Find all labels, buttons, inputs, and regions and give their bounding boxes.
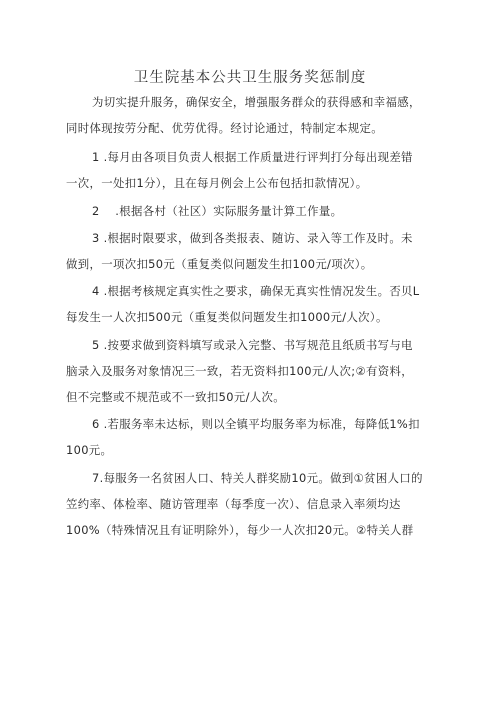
paragraph-line: 每发生一人次扣500元（重复类似问题发生扣1000元/人次）。 <box>66 310 388 324</box>
paragraph-line: 5 .按要求做到资料填写或录入完整、书写规范且纸质书写与电 <box>92 338 413 352</box>
paragraph-line: 100%（特殊情况且有证明除外），每少一人次扣20元。②特关人群 <box>66 523 414 537</box>
paragraph-line: 3 .根据时限要求，做到各类报表、随访、录入等工作及时。未 <box>92 231 413 245</box>
paragraph-line: 为切实提升服务，确保安全，增强服务群众的获得感和幸福感， <box>92 95 421 109</box>
paragraph-line: 脑录入及服务对象情况三一致，若无资料扣100元/人次;②有资料， <box>66 364 413 378</box>
paragraph-line: 1 .每月由各项目负责人根据工作质量进行评判打分每出现差错 <box>92 150 413 164</box>
paragraph-line: 4 .根据考核规定真实性之要求，确保无真实性情况发生。否贝L <box>92 284 420 298</box>
paragraph-line: 一次，一处扣1分），且在每月例会上公布包括扣款情况）。 <box>66 176 368 190</box>
document-title: 卫生院基本公共卫生服务奖惩制度 <box>133 70 367 86</box>
paragraph-line: 笠约率、体检率、随访管理率（每季度一次）、信息录入率须均达 <box>66 497 401 511</box>
paragraph-line: 7.每服务一名贫困人口、特关人群奖励10元。做到①贫困人口的 <box>92 471 423 485</box>
paragraph-line: 2 .根据各村（社区）实际服务量计算工作量。 <box>92 204 343 218</box>
paragraph-line: 6 .若服务率未达标，则以全镇平均服务率为标准，每降低1%扣 <box>92 417 420 431</box>
paragraph-line: 但不完整或不规范或不一致扣50元/人次。 <box>66 390 285 404</box>
paragraph-line: 100元。 <box>66 443 113 457</box>
paragraph-line: 做到，一项次扣50元（重复类似问题发生扣100元/项次）。 <box>66 257 373 271</box>
paragraph-line: 同时体现按劳分配、优劳优得。经讨论通过，特制定本规定。 <box>66 121 383 135</box>
